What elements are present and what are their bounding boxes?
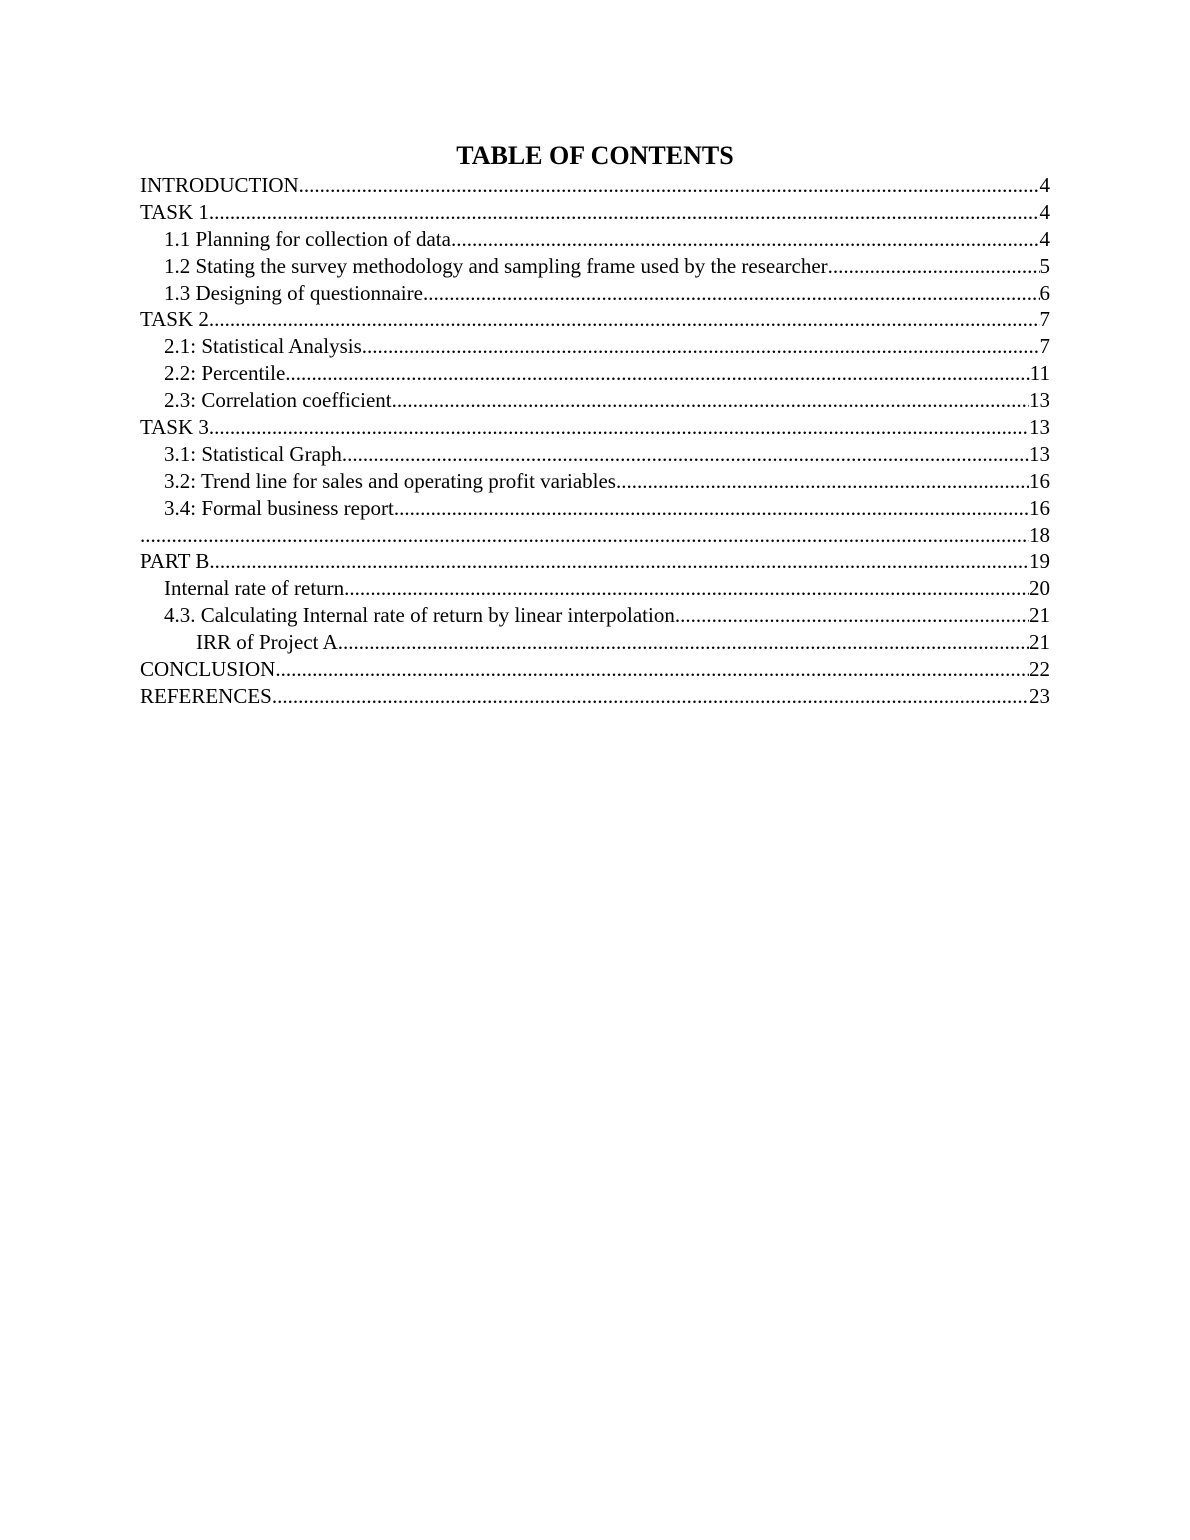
- toc-entry-label: CONCLUSION: [140, 657, 276, 682]
- toc-entry-label: TASK 3: [140, 415, 209, 440]
- toc-entry-label: REFERENCES: [140, 683, 272, 708]
- toc-entry-label: Internal rate of return: [164, 576, 345, 601]
- toc-entry[interactable]: [140, 333, 1050, 360]
- toc-entry-label: 3.4: Formal business report: [164, 495, 394, 520]
- toc-entry-label: TASK 2: [140, 307, 209, 332]
- toc-dot-leader: [342, 441, 1029, 468]
- toc-entry[interactable]: [140, 306, 1050, 333]
- toc-dot-leader: [275, 656, 1029, 683]
- toc-entry-page-number: 13: [1029, 441, 1050, 466]
- toc-entry-label: 1.1 Planning for collection of data: [164, 226, 451, 251]
- toc-entry-label: 2.1: Statistical Analysis: [164, 334, 362, 359]
- toc-entry[interactable]: [140, 360, 1050, 387]
- toc-dot-leader: [209, 548, 1029, 575]
- toc-entry-page-number: 5: [1039, 253, 1050, 278]
- toc-entry-page-number: 4: [1039, 173, 1050, 197]
- toc-dot-leader: [209, 306, 1040, 333]
- toc-entry-page-number: 4: [1039, 199, 1050, 224]
- toc-entry-page-number: 20: [1029, 576, 1050, 601]
- toc-entry[interactable]: [140, 495, 1050, 522]
- toc-entry-page-number: 11: [1029, 361, 1050, 386]
- toc-entry-page-number: 4: [1039, 226, 1050, 251]
- toc-entry-label: IRR of Project A: [196, 630, 338, 655]
- toc-list: [140, 172, 1050, 710]
- toc-entry-page-number: 6: [1039, 280, 1050, 305]
- toc-entry[interactable]: [140, 414, 1050, 441]
- toc-entry-page-number: 18: [1029, 522, 1050, 547]
- toc-entry[interactable]: [140, 280, 1050, 307]
- toc-entry-page-number: 19: [1029, 549, 1050, 574]
- toc-entry-label: 3.1: Statistical Graph: [164, 441, 342, 466]
- toc-entry[interactable]: [140, 656, 1050, 683]
- toc-entry[interactable]: [140, 602, 1050, 629]
- toc-entry-page-number: 23: [1029, 683, 1050, 708]
- toc-entry[interactable]: [140, 387, 1050, 414]
- toc-dot-leader: [338, 629, 1029, 656]
- toc-entry-label: 1.2 Stating the survey methodology and sampling frame used by the researcher: [164, 253, 828, 278]
- toc-entry-label: 1.3 Designing of questionnaire: [164, 280, 423, 305]
- toc-entry[interactable]: [140, 522, 1050, 549]
- toc-entry-page-number: 7: [1039, 307, 1050, 332]
- toc-dot-leader: [344, 575, 1029, 602]
- toc-entry-page-number: 22: [1029, 657, 1050, 682]
- toc-entry-page-number: 13: [1029, 388, 1050, 413]
- toc-dot-leader: [209, 414, 1029, 441]
- toc-entry-page-number: 21: [1029, 630, 1050, 655]
- toc-entry[interactable]: [140, 253, 1050, 280]
- toc-title: TABLE OF CONTENTS: [456, 141, 734, 170]
- toc-dot-leader: [675, 602, 1029, 629]
- toc-entry-page-number: 16: [1029, 495, 1050, 520]
- toc-dot-leader: [362, 333, 1040, 360]
- toc-entry-page-number: 13: [1029, 415, 1050, 440]
- toc-dot-leader: [423, 280, 1040, 307]
- toc-dot-leader: [828, 253, 1040, 280]
- toc-entry-page-number: 21: [1029, 603, 1050, 628]
- toc-dot-leader: [392, 387, 1029, 414]
- toc-entry-label: PART B: [140, 549, 210, 574]
- toc-entry[interactable]: [140, 683, 1050, 710]
- toc-dot-leader: [299, 172, 1040, 199]
- toc-entry-label: 2.2: Percentile: [164, 361, 286, 386]
- toc-entry-label: INTRODUCTION: [140, 173, 299, 197]
- toc-entry-label: TASK 1: [140, 199, 209, 224]
- toc-entry[interactable]: [140, 575, 1050, 602]
- toc-entry-page-number: 16: [1029, 468, 1050, 493]
- toc-entry-label: 3.2: Trend line for sales and operating profit variables: [164, 468, 616, 493]
- toc-dot-leader: [209, 199, 1040, 226]
- toc-entry-label: 2.3: Correlation coefficient: [164, 388, 392, 413]
- toc-entry[interactable]: [140, 199, 1050, 226]
- toc-entry[interactable]: [140, 441, 1050, 468]
- toc-entry[interactable]: [140, 226, 1050, 253]
- toc-entry[interactable]: [140, 629, 1050, 656]
- toc-entry[interactable]: [140, 468, 1050, 495]
- toc-dot-leader: [285, 360, 1029, 387]
- toc-entry-label: 4.3. Calculating Internal rate of return by linear interpolation: [164, 603, 675, 628]
- toc-dot-leader: [616, 468, 1029, 495]
- toc-entry[interactable]: [140, 172, 1050, 199]
- toc-entry[interactable]: [140, 548, 1050, 575]
- toc-dot-leader: [272, 683, 1029, 710]
- toc-dot-leader: [140, 522, 1029, 549]
- toc-dot-leader: [451, 226, 1040, 253]
- toc-entry-page-number: 7: [1039, 334, 1050, 359]
- toc-dot-leader: [394, 495, 1029, 522]
